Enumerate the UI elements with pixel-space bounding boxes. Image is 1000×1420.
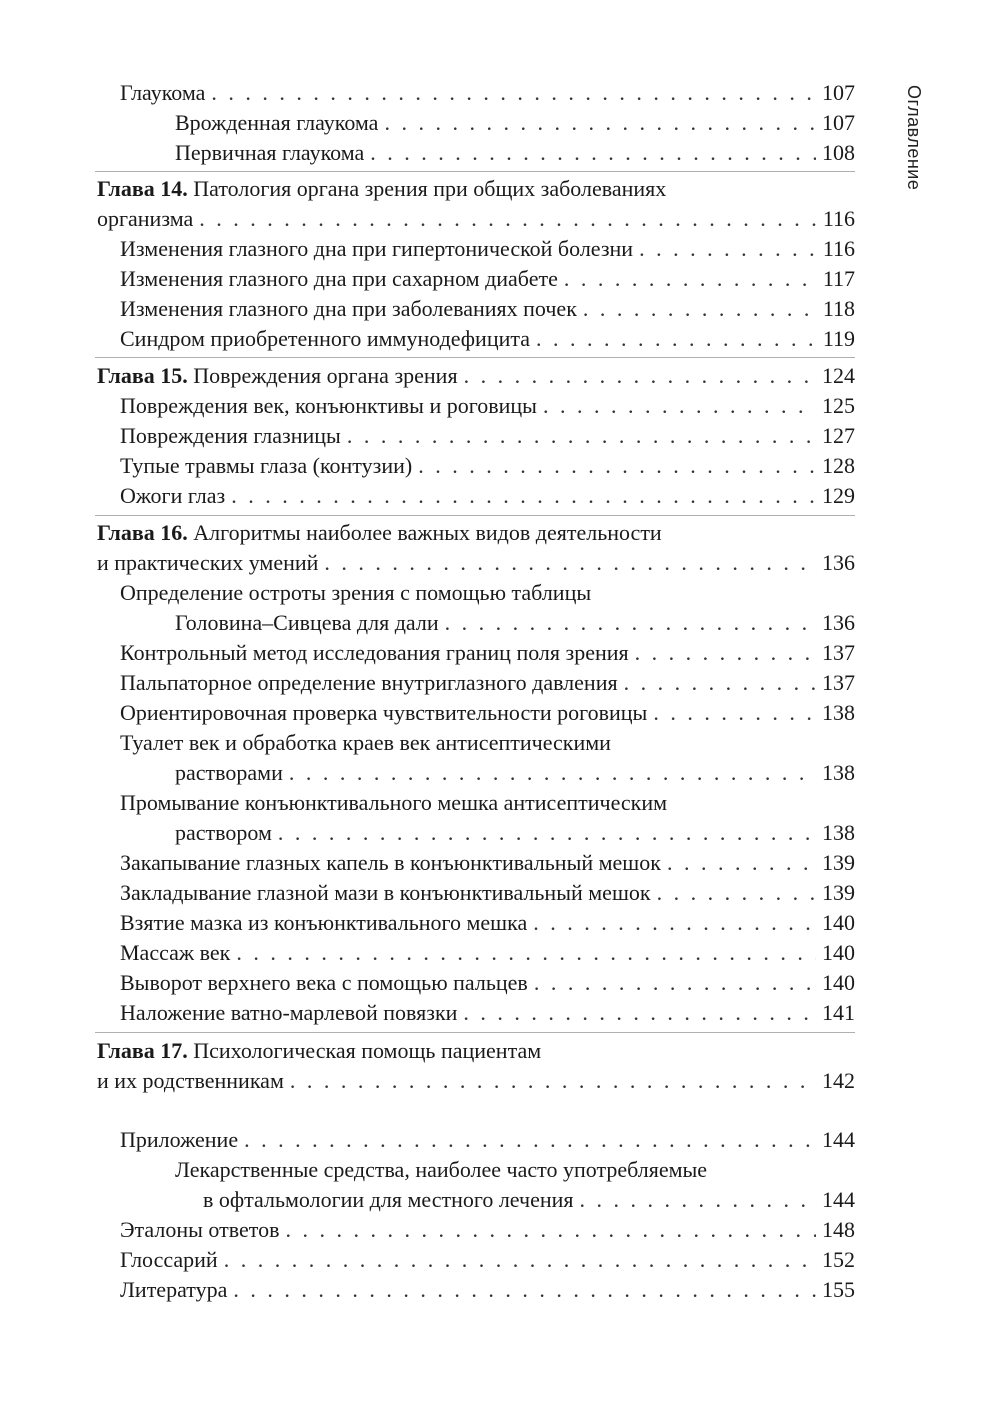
page-number: 136 bbox=[822, 550, 855, 575]
chapter-16-heading[interactable]: Глава 16. Алгоритмы наиболее важных видов деятельности bbox=[97, 520, 662, 545]
toc-entry-chapter-16[interactable]: и практических умений . . . 136 bbox=[97, 548, 855, 578]
page-number: 141 bbox=[822, 1000, 855, 1025]
toc-entry[interactable]: Изменения глазного дна при гипертонической болезни . . . 116 bbox=[120, 234, 855, 264]
toc-entry[interactable]: Пальпаторное определение внутриглазного давления . . . 137 bbox=[120, 668, 855, 698]
divider bbox=[95, 171, 855, 172]
toc-entry[interactable]: Контрольный метод исследования границ поля зрения . . . 137 bbox=[120, 638, 855, 668]
page-number: 138 bbox=[822, 700, 855, 725]
page-number: 137 bbox=[822, 640, 855, 665]
page-number: 139 bbox=[822, 880, 855, 905]
page-number: 144 bbox=[822, 1187, 855, 1212]
page-number: 137 bbox=[822, 670, 855, 695]
toc-entry[interactable]: Тупые травмы глаза (контузии) . . . 128 bbox=[120, 451, 855, 481]
toc-entry[interactable]: Изменения глазного дна при заболеваниях почек . . . 118 bbox=[120, 294, 855, 324]
toc-entry-line1[interactable]: Определение остроты зрения с помощью таблицы bbox=[120, 580, 592, 605]
page-number: 144 bbox=[822, 1127, 855, 1152]
toc-entry[interactable]: Ориентировочная проверка чувствительности роговицы . . . 138 bbox=[120, 698, 855, 728]
page-number: 107 bbox=[822, 80, 855, 105]
chapter-label: Глава 14. bbox=[97, 176, 188, 201]
page-number: 136 bbox=[822, 610, 855, 635]
toc-entry[interactable]: Изменения глазного дна при сахарном диабете . . . 117 bbox=[120, 264, 855, 294]
page-number: 155 bbox=[822, 1277, 855, 1302]
page-number: 118 bbox=[822, 296, 855, 321]
page-number: 124 bbox=[822, 363, 855, 388]
toc-entry-line1[interactable]: Лекарственные средства, наиболее часто употребляемые bbox=[175, 1157, 708, 1182]
toc-entry-congenital-glaucoma[interactable]: Врожденная глаукома . . . 107 bbox=[175, 108, 855, 138]
toc-entry-literature[interactable]: Литература . . . 155 bbox=[120, 1275, 855, 1305]
page-number: 117 bbox=[822, 266, 855, 291]
page-number: 148 bbox=[822, 1217, 855, 1242]
page-number: 140 bbox=[822, 940, 855, 965]
page-number: 140 bbox=[822, 970, 855, 995]
toc-entry-answers[interactable]: Эталоны ответов . . . 148 bbox=[120, 1215, 855, 1245]
page-number: 125 bbox=[822, 393, 855, 418]
chapter-14-heading[interactable]: Глава 14. Патология органа зрения при общих заболеваниях bbox=[97, 176, 667, 201]
toc-entry[interactable]: Головина–Сивцева для дали . . . 136 bbox=[175, 608, 855, 638]
toc-entry[interactable]: Повреждения глазницы . . . 127 bbox=[120, 421, 855, 451]
toc-entry[interactable]: Повреждения век, конъюнктивы и роговицы . . . 125 bbox=[120, 391, 855, 421]
toc-entry[interactable]: раствором . . . 138 bbox=[175, 818, 855, 848]
page-number: 140 bbox=[822, 910, 855, 935]
page-number: 139 bbox=[822, 850, 855, 875]
page-number: 127 bbox=[822, 423, 855, 448]
toc-entry-primary-glaucoma[interactable]: Первичная глаукома . . . 108 bbox=[175, 138, 855, 168]
toc-entry-glaucoma[interactable]: Глаукома . . . 107 bbox=[120, 78, 855, 108]
chapter-17-heading[interactable]: Глава 17. Психологическая помощь пациентам bbox=[97, 1038, 542, 1063]
toc-entry[interactable]: в офтальмологии для местного лечения . . . 144 bbox=[203, 1185, 855, 1215]
page-number: 138 bbox=[822, 760, 855, 785]
chapter-label: Глава 17. bbox=[97, 1038, 188, 1063]
page-number: 116 bbox=[822, 206, 855, 231]
toc-entry[interactable]: растворами . . . 138 bbox=[175, 758, 855, 788]
toc-entry-line1[interactable]: Промывание конъюнктивального мешка антисептическим bbox=[120, 790, 668, 815]
page-number: 138 bbox=[822, 820, 855, 845]
divider bbox=[95, 357, 855, 358]
divider bbox=[95, 515, 855, 516]
toc-entry-glossary[interactable]: Глоссарий . . . 152 bbox=[120, 1245, 855, 1275]
page-number: 129 bbox=[822, 483, 855, 508]
toc-entry[interactable]: Выворот верхнего века с помощью пальцев . . . 140 bbox=[120, 968, 855, 998]
toc-entry[interactable]: Массаж век . . . 140 bbox=[120, 938, 855, 968]
divider bbox=[95, 1032, 855, 1033]
page-number: 152 bbox=[822, 1247, 855, 1272]
toc-entry[interactable]: Ожоги глаз . . . 129 bbox=[120, 481, 855, 511]
toc-entry[interactable]: Взятие мазка из конъюнктивального мешка . . . 140 bbox=[120, 908, 855, 938]
page-number: 116 bbox=[822, 236, 855, 261]
chapter-label: Глава 15. bbox=[97, 363, 188, 388]
page-number: 128 bbox=[822, 453, 855, 478]
page-number: 107 bbox=[822, 110, 855, 135]
toc-entry-chapter-17[interactable]: и их родственникам . . . 142 bbox=[97, 1066, 855, 1096]
toc-entry-chapter-15[interactable]: Глава 15. Повреждения органа зрения . . . 124 bbox=[97, 361, 855, 391]
toc-entry[interactable]: Закапывание глазных капель в конъюнктивальный мешок . . . 139 bbox=[120, 848, 855, 878]
chapter-label: Глава 16. bbox=[97, 520, 188, 545]
page-number: 142 bbox=[822, 1068, 855, 1093]
toc-entry-line1[interactable]: Туалет век и обработка краев век антисептическими bbox=[120, 730, 611, 755]
toc-entry[interactable]: Закладывание глазной мази в конъюнктивальный мешок . . . 139 bbox=[120, 878, 855, 908]
toc-entry[interactable]: Наложение ватно-марлевой повязки . . . 141 bbox=[120, 998, 855, 1028]
toc-entry[interactable]: Синдром приобретенного иммунодефицита . . . 119 bbox=[120, 324, 855, 354]
side-section-label: Оглавление bbox=[904, 85, 924, 191]
page-number: 119 bbox=[822, 326, 855, 351]
page-number: 108 bbox=[822, 140, 855, 165]
toc-entry-chapter-14[interactable]: организма . . . 116 bbox=[97, 204, 855, 234]
toc-entry-appendix[interactable]: Приложение . . . 144 bbox=[120, 1125, 855, 1155]
